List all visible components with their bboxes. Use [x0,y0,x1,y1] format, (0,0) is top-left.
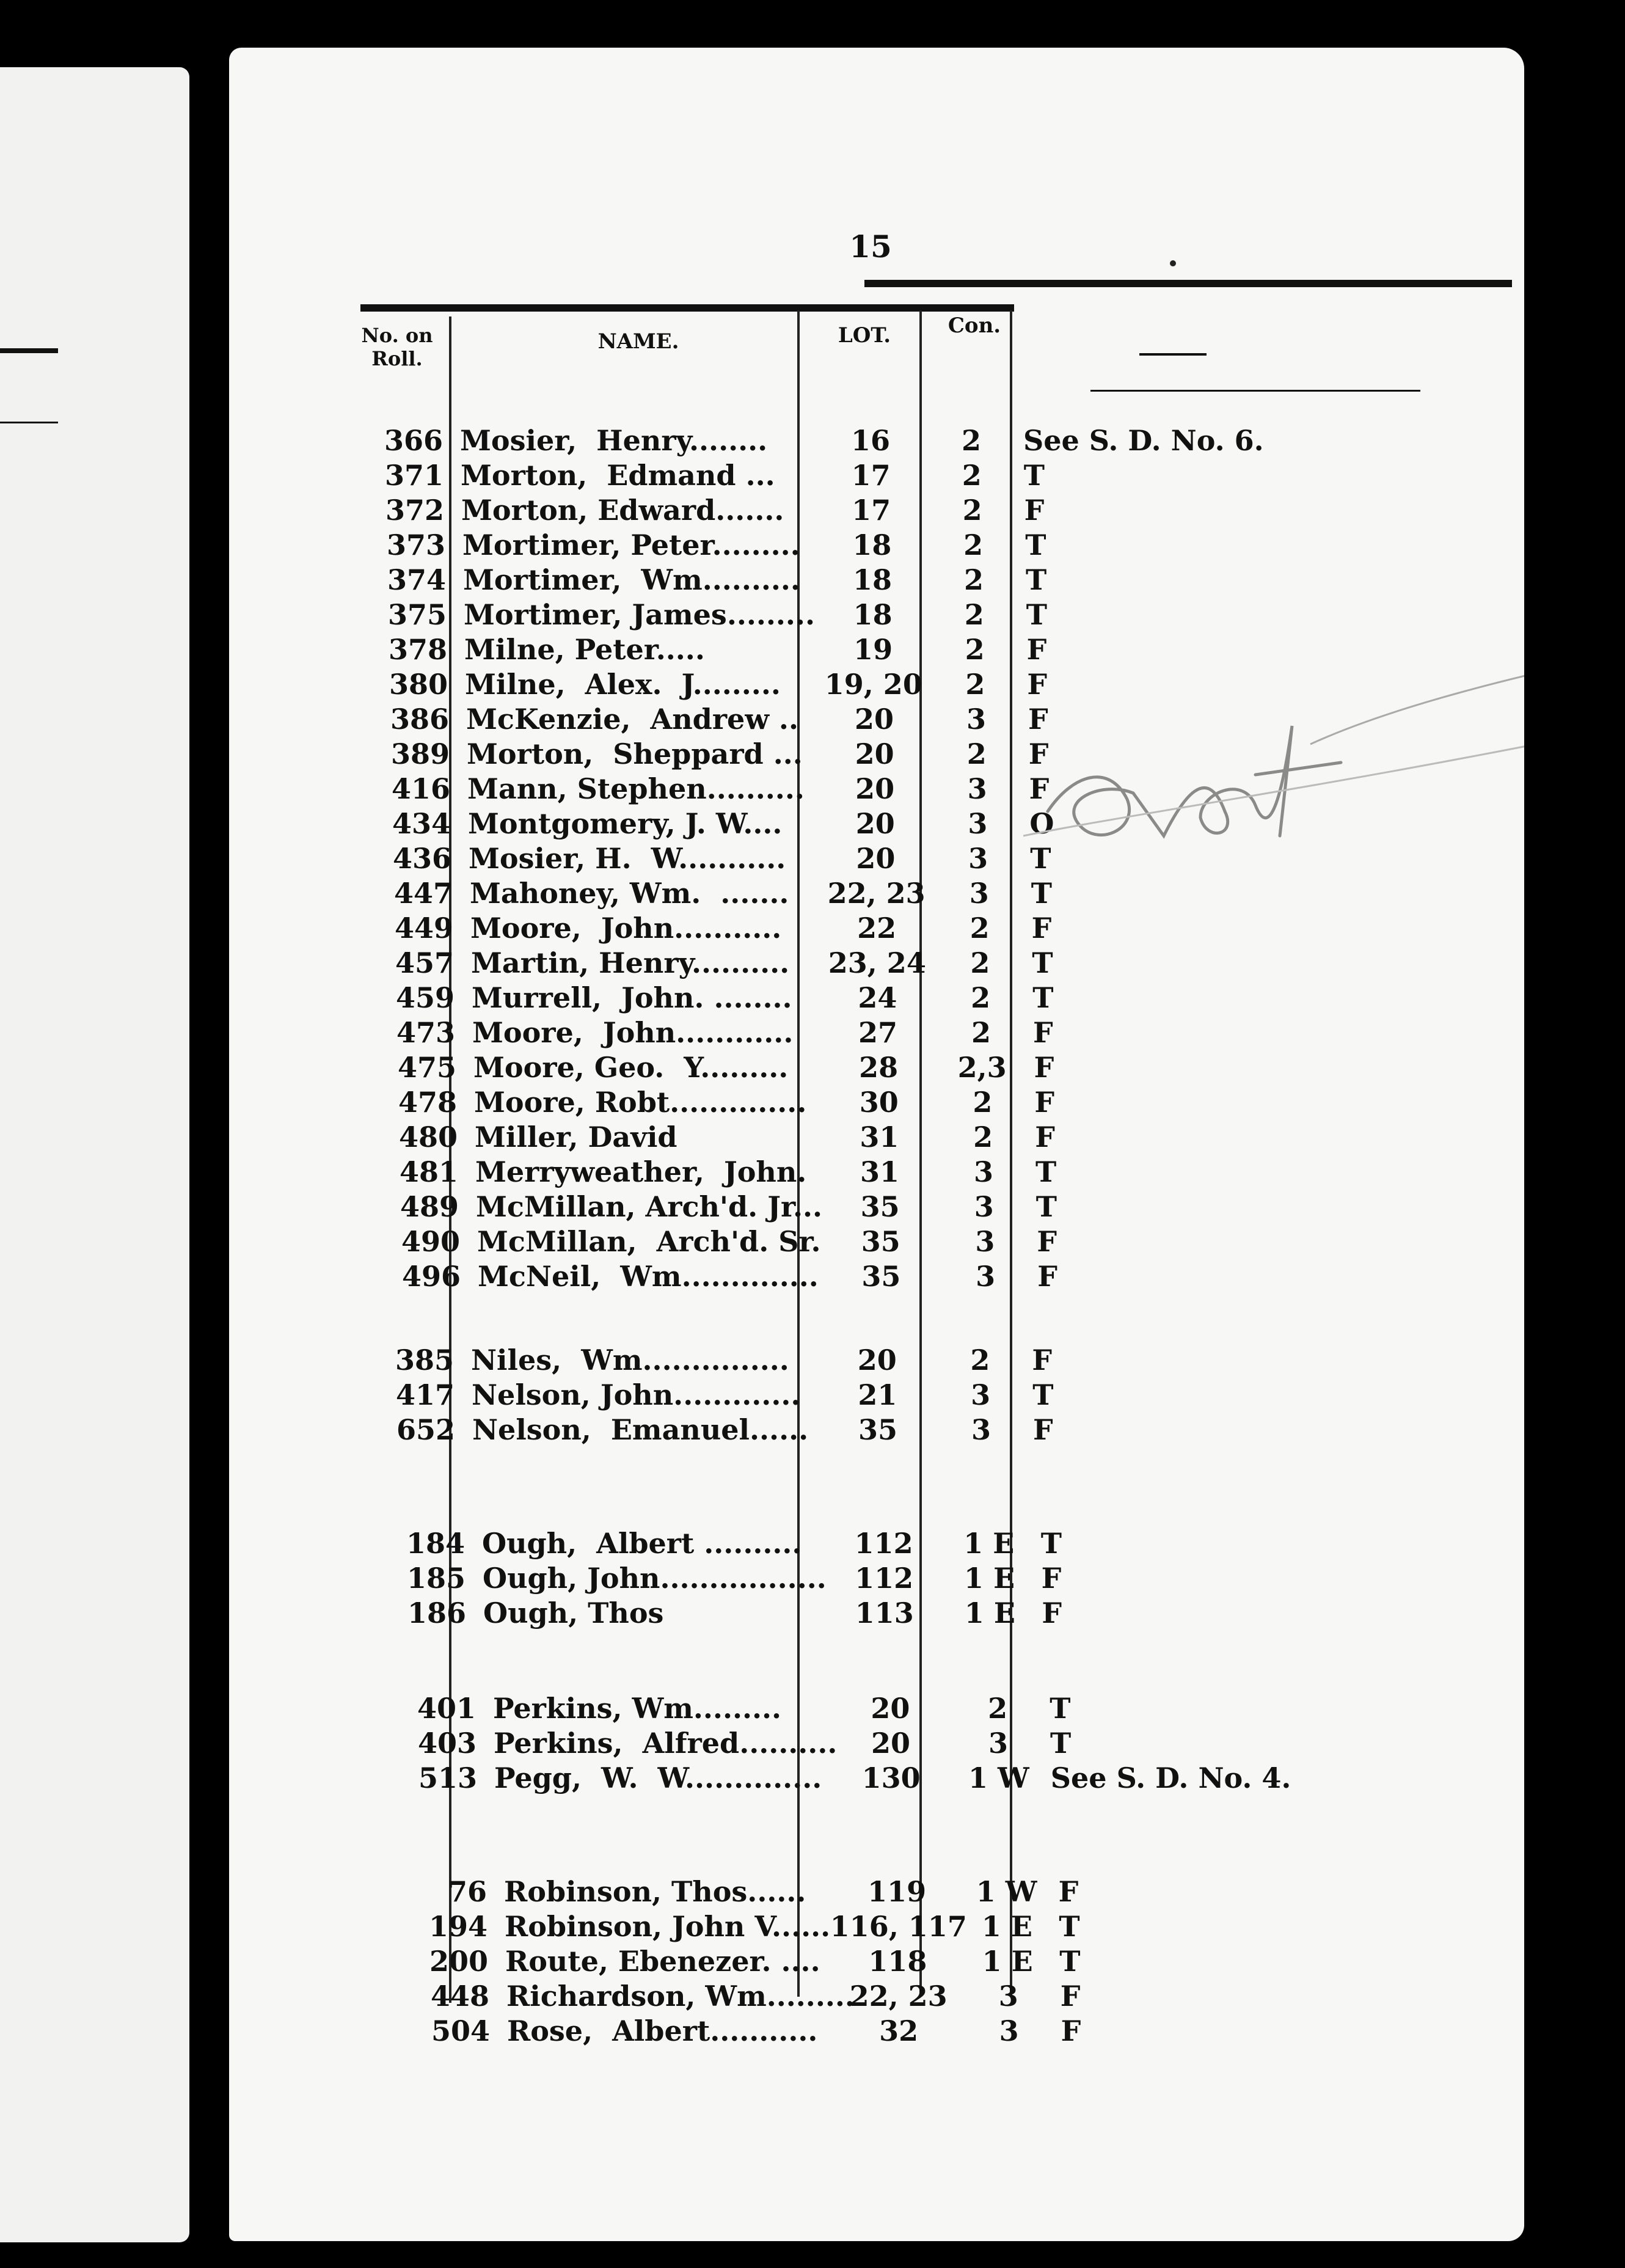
lot-number: 35 [860,1190,900,1223]
table-row [229,1120,1524,1154]
concession: 1 E [982,1945,1033,1978]
concession: 3 [976,1260,996,1293]
concession: 2 [962,494,982,527]
entry-name: McMillan, Arch'd. Jr... [476,1190,823,1223]
roll-number: 380 [389,668,448,701]
lot-number: 112 [854,1527,913,1560]
entry-status: F [1035,1121,1055,1154]
concession: 2 [963,529,984,562]
roll-number: 417 [395,1378,455,1411]
entry-status: F [1037,1225,1057,1258]
concession: 3 [971,1378,991,1411]
lot-number: 17 [852,494,891,527]
pencil-annotation [1023,653,1524,872]
roll-number: 378 [388,633,447,666]
entry-name: McKenzie, Andrew .. [466,703,798,736]
entry-status: T [1032,981,1054,1014]
concession: 2 [971,1016,991,1049]
entry-status: F [1031,912,1052,945]
entry-status: See S. D. No. 4. [1050,1761,1291,1794]
lot-number: 119 [867,1875,927,1908]
roll-number: 473 [396,1016,455,1049]
roll-number: 448 [430,1980,489,2013]
lot-number: 20 [854,703,894,736]
entry-status: F [1034,1051,1054,1084]
roll-number: 475 [397,1051,456,1084]
concession: 3 [969,877,989,910]
roll-number: 366 [384,424,443,457]
table-row [229,1909,1524,1944]
concession: 3 [988,1727,1008,1760]
table-row [229,981,1524,1015]
concession: 1 W [968,1761,1029,1794]
table-row [229,598,1524,632]
table-row [229,1413,1524,1447]
header-lot: LOT. [838,323,891,348]
lot-number: 20 [857,1344,897,1377]
entry-status: F [1029,772,1050,805]
concession: 2 [966,737,987,770]
entry-name: Nelson, John............. [472,1378,801,1411]
concession: 1 W [976,1875,1037,1908]
concession: 2 [970,1344,990,1377]
entry-name: Niles, Wm............... [471,1344,789,1377]
entry-status: F [1034,1086,1055,1119]
table-row [229,1190,1524,1224]
concession: 1 E [981,1910,1032,1943]
header-underline [1090,390,1420,392]
lot-number: 18 [852,529,892,562]
roll-number: 478 [398,1086,457,1119]
lot-number: 21 [858,1378,897,1411]
roll-number: 481 [399,1155,458,1188]
concession: 2 [970,946,990,979]
concession: 2 [971,981,991,1014]
roll-number: 504 [431,2014,490,2047]
entry-name: Mortimer, James......... [464,598,815,631]
entry-name: Morton, Sheppard ... [467,737,803,770]
entry-name: Route, Ebenezer. .... [505,1945,820,1978]
entry-status: F [1033,1413,1053,1446]
entry-name: Ough, John................. [483,1562,827,1595]
roll-number: 436 [392,842,451,875]
header-dash [1139,353,1207,356]
lot-number: 20 [855,737,894,770]
roll-number: 186 [407,1597,466,1630]
entry-name: Mosier, Henry........ [460,424,768,457]
entry-status: T [1059,1945,1081,1978]
table-row [229,458,1524,492]
lot-number: 118 [868,1945,927,1978]
lot-number: 32 [879,2014,919,2047]
entry-name: McNeil, Wm.............. [478,1260,819,1293]
concession: 2 [973,1121,993,1154]
entry-name: Moore, John............ [472,1016,794,1049]
roll-number: 416 [391,772,450,805]
top-rule [360,304,1014,312]
concession: 2 [962,459,982,492]
table-row [229,1691,1524,1725]
entry-name: Milne, Peter..... [464,633,705,666]
entry-status: T [1023,459,1045,492]
roll-number: 200 [429,1945,488,1978]
table-row [229,1343,1524,1377]
header-roll: No. on Roll. [361,324,433,370]
concession: 3 [967,772,987,805]
table-row [229,1155,1524,1189]
lot-number: 27 [858,1016,897,1049]
entry-status: T [1035,1155,1057,1188]
concession: 2,3 [957,1051,1007,1084]
concession: 2 [964,598,984,631]
lot-number: 18 [852,563,892,596]
entry-name: Mosier, H. W........... [469,842,786,875]
table-row [229,1979,1524,2013]
roll-number: 194 [428,1910,488,1943]
entry-name: Montgomery, J. W.... [468,807,783,840]
lot-number: 19 [853,633,893,666]
lot-number: 24 [858,981,897,1014]
roll-number: 185 [406,1562,466,1595]
entry-status: F [1028,703,1048,736]
entry-status: F [1032,1344,1053,1377]
lot-number: 20 [871,1727,910,1760]
roll-number: 434 [392,807,451,840]
table-row [229,911,1524,945]
entry-status: T [1035,1190,1057,1223]
lot-number: 22, 23 [827,877,926,910]
lot-number: 35 [861,1225,900,1258]
table-row [229,876,1524,910]
entry-name: Moore, John........... [470,912,782,945]
entry-status: F [1037,1260,1057,1293]
entry-name: Moore, Robt.............. [474,1086,807,1119]
lot-number: 18 [853,598,893,631]
roll-number: 489 [400,1190,459,1223]
entry-status: T [1026,598,1048,631]
document-page [229,48,1524,2241]
concession: 2 [965,633,985,666]
entry-status: T [1040,1527,1062,1560]
lot-number: 16 [850,424,890,457]
roll-number: 372 [385,494,444,527]
entry-status: F [1042,1597,1062,1630]
concession: 2 [965,668,985,701]
lot-number: 22, 23 [849,1980,948,2013]
lot-number: 20 [871,1692,910,1725]
lot-number: 35 [861,1260,901,1293]
entry-status: T [1025,529,1046,562]
entry-name: Perkins, Alfred.......... [494,1727,838,1760]
entry-name: Mortimer, Peter......... [462,529,800,562]
roll-number: 76 [447,1875,487,1908]
entry-status: F [1058,1875,1079,1908]
lot-number: 112 [855,1562,914,1595]
roll-number: 480 [398,1121,458,1154]
roll-number: 371 [384,459,444,492]
entry-status: T [1032,1378,1054,1411]
table-row [229,1944,1524,1978]
concession: 3 [998,1980,1018,2013]
entry-name: Miller, David [475,1121,677,1154]
entry-name: Murrell, John. ........ [472,981,792,1014]
concession: 3 [999,2014,1019,2047]
roll-number: 386 [390,703,449,736]
roll-number: 652 [396,1413,455,1446]
table-row [229,1761,1524,1795]
concession: 2 [973,1086,993,1119]
concession: 2 [961,424,981,457]
table-row [229,528,1524,562]
entry-status: T [1050,1692,1071,1725]
entry-status: F [1033,1016,1053,1049]
lot-number: 28 [859,1051,899,1084]
concession: 3 [968,807,988,840]
left-page-edge [0,67,189,2242]
table-row [229,1050,1524,1085]
lot-number: 20 [855,772,895,805]
roll-number: 375 [387,598,447,631]
entry-name: Ough, Thos [483,1597,664,1630]
table-row [229,493,1524,527]
concession: 2 [963,563,984,596]
concession: 3 [971,1413,991,1446]
roll-number: 490 [401,1225,460,1258]
page-number: 15 [849,229,892,265]
roll-number: 496 [401,1260,461,1293]
lot-number: 31 [860,1121,899,1154]
concession: 2 [970,912,990,945]
entry-status: F [1060,1980,1081,2013]
table-row [229,1875,1524,1909]
table-row [229,1726,1524,1760]
concession: 3 [966,703,986,736]
entry-name: Rose, Albert........... [507,2014,818,2047]
roll-number: 385 [395,1344,454,1377]
table-row [229,563,1524,597]
top-rule-right [864,280,1512,287]
lot-number: 35 [858,1413,897,1446]
entry-status: T [1032,946,1053,979]
lot-number: 31 [860,1155,899,1188]
table-row [229,1015,1524,1050]
lot-number: 19, 20 [824,668,922,701]
entry-status: T [1059,1910,1080,1943]
table-row [229,946,1524,980]
concession: 2 [988,1692,1008,1725]
entry-name: Morton, Edward....... [461,494,784,527]
lot-number: 22 [857,912,897,945]
rule-mark [0,348,58,353]
entry-status: F [1027,668,1048,701]
entry-status: O [1029,807,1054,840]
table-row [229,1561,1524,1595]
table-row [229,423,1524,458]
entry-status: F [1041,1562,1062,1595]
lot-number: 30 [859,1086,899,1119]
entry-name: Richardson, Wm......... [506,1980,855,2013]
entry-status: F [1026,633,1047,666]
lot-number: 116, 117 [830,1910,967,1943]
header-name: NAME. [597,329,679,354]
entry-name: Mortimer, Wm.......... [463,563,800,596]
table-row [229,1526,1524,1560]
entry-name: Martin, Henry.......... [471,946,790,979]
concession: 3 [973,1155,993,1188]
roll-number: 449 [394,912,453,945]
roll-number: 513 [418,1761,477,1794]
roll-number: 373 [386,529,445,562]
entry-name: McMillan, Arch'd. Sr. [477,1225,821,1258]
concession: 1 E [963,1527,1015,1560]
ink-speck [1170,260,1176,266]
roll-number: 457 [395,946,454,979]
roll-number: 459 [395,981,455,1014]
concession: 1 E [964,1597,1015,1630]
lot-number: 20 [855,807,895,840]
entry-name: Ough, Albert .......... [482,1527,802,1560]
lot-number: 113 [855,1597,914,1630]
table-row [229,1259,1524,1293]
concession: 3 [968,842,988,875]
entry-status: T [1050,1727,1072,1760]
entry-status: F [1028,737,1049,770]
entry-name: Mann, Stephen.......... [467,772,805,805]
entry-status: F [1061,2014,1081,2047]
entry-name: Pegg, W. W.............. [494,1761,822,1794]
table-row [229,1596,1524,1630]
lot-number: 23, 24 [828,946,926,979]
concession: 3 [975,1225,995,1258]
concession: 1 E [964,1562,1015,1595]
entry-status: T [1030,842,1051,875]
header-con: Con. [948,313,1001,338]
entry-name: Milne, Alex. J......... [465,668,781,701]
entry-name: Robinson, Thos...... [504,1875,806,1908]
lot-number: 20 [856,842,896,875]
entry-name: Morton, Edmand ... [461,459,775,492]
entry-name: Robinson, John V...... [505,1910,831,1943]
lot-number: 17 [851,459,891,492]
roll-number: 401 [417,1692,476,1725]
roll-number: 389 [390,737,450,770]
entry-name: Moore, Geo. Y......... [473,1051,789,1084]
entry-status: T [1026,563,1047,596]
table-row [229,1378,1524,1412]
entry-status: F [1024,494,1045,527]
entry-name: Mahoney, Wm. ....... [470,877,789,910]
entry-name: Perkins, Wm......... [493,1692,782,1725]
roll-number: 403 [417,1727,477,1760]
roll-number: 374 [387,563,446,596]
entry-status: T [1031,877,1053,910]
concession: 3 [974,1190,994,1223]
entry-name: Nelson, Emanuel...... [472,1413,809,1446]
roll-number: 447 [393,877,453,910]
table-row [229,1085,1524,1119]
roll-number: 184 [406,1527,465,1560]
lot-number: 130 [861,1761,921,1794]
table-row [229,2014,1524,2048]
rule-mark [0,422,58,423]
entry-name: Merryweather, John. [475,1155,807,1188]
entry-status: See S. D. No. 6. [1023,424,1264,457]
table-row [229,1224,1524,1259]
